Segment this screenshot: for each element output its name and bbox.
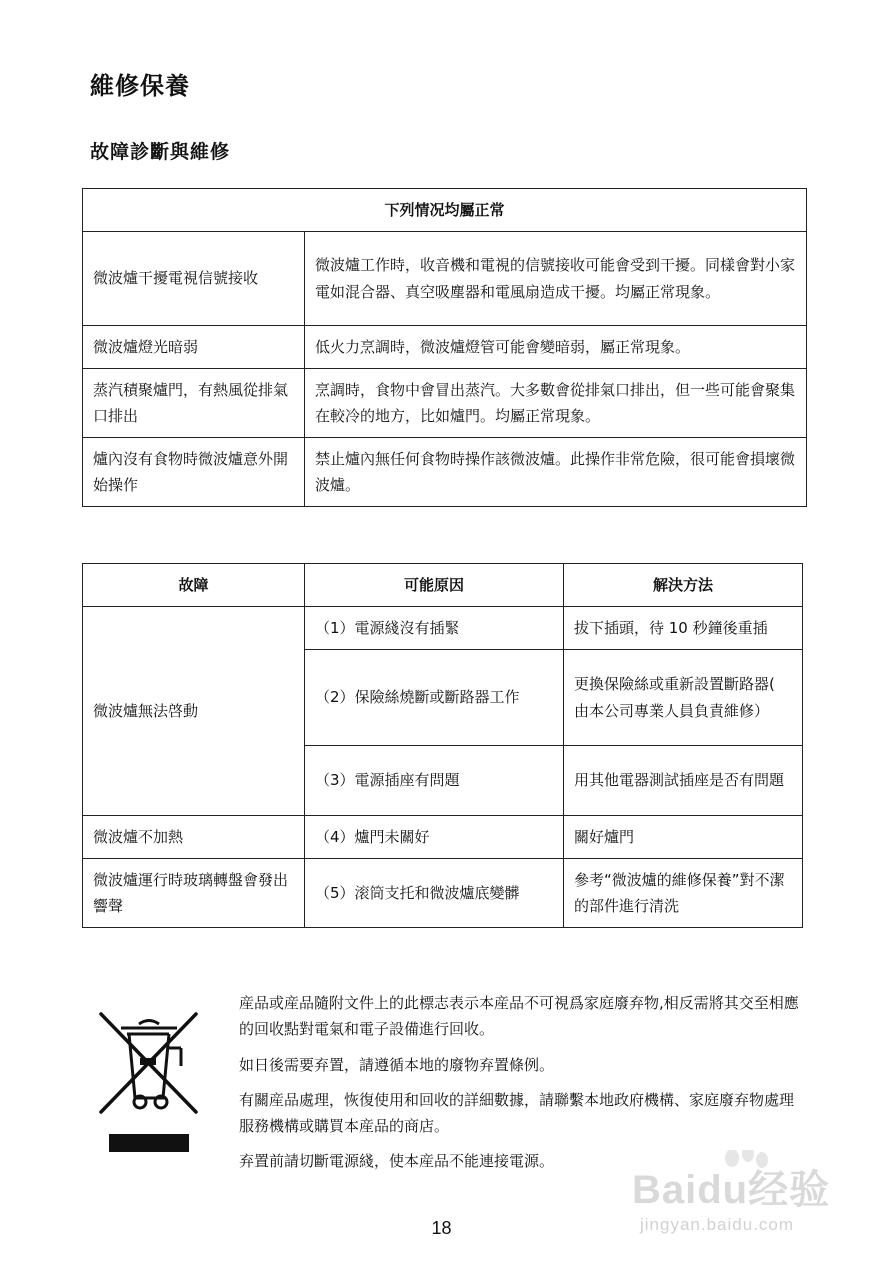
table-cell-solution: 用其他電器測試插座是否有問題: [564, 746, 803, 816]
fault-table: [82, 563, 803, 928]
table-cell-note: 低火力烹調時，微波爐燈管可能會變暗弱，屬正常現象。: [305, 326, 807, 369]
table-cell-note: 烹調時，食物中會冒出蒸汽。大多數會從排氣口排出，但一些可能會聚集在較冷的地方，比如爐門。均屬正常現象。: [305, 369, 807, 438]
table-cell-solution: 拔下插頭，待 10 秒鐘後重插: [564, 607, 803, 650]
table-cell-note: 禁止爐內無任何食物時操作該微波爐。此操作非常危險，很可能會損壞微波爐。: [305, 438, 807, 507]
section-title: 故障診斷與維修: [90, 141, 231, 163]
page-number: 18: [431, 1218, 452, 1238]
table-cell-fault: 微波爐不加熱: [83, 816, 305, 859]
disposal-note: 有關産品處理，恢復使用和回收的詳細數據，請聯繫本地政府機構、家庭廢弃物處理服務機構或購買本産品的商店。: [239, 1090, 795, 1135]
table-cell-cause: （4）爐門未關好: [305, 816, 564, 859]
table-cell-fault: 微波爐運行時玻璃轉盤會發出響聲: [83, 859, 305, 928]
table-cell-note: 微波爐工作時，收音機和電視的信號接收可能會受到干擾。同樣會對小家電如混合器、真空吸塵器和電風扇造成干擾。均屬正常現象。: [305, 232, 807, 326]
table-cell-solution: 關好爐門: [564, 816, 803, 859]
cause-header: 可能原因: [305, 564, 564, 607]
disposal-note: 産品或産品隨附文件上的此標志表示本産品不可視爲家庭廢弃物,相反需將其交至相應的回收點對電氣和電子設備進行回收。: [239, 994, 799, 1039]
table-cell-cause: （3）電源插座有問題: [305, 746, 564, 816]
disposal-note: 如日後需要弃置，請遵循本地的廢物弃置條例。: [239, 1055, 555, 1074]
watermark-sub: jingyan.baidu.com: [640, 1215, 795, 1234]
table-cell-cause: （5）滚筒支托和微波爐底變髒: [305, 859, 564, 928]
normal-conditions-table: [82, 188, 807, 507]
table-cell-cause: （2）保險絲燒斷或斷路器工作: [305, 650, 564, 746]
crossed-out-wheelie-bin-icon: [97, 1010, 200, 1160]
table-cell-symptom: 爐內沒有食物時微波爐意外開始操作: [83, 438, 305, 507]
table-cell-fault: 微波爐無法啓動: [83, 607, 305, 816]
table-cell-symptom: 蒸汽積聚爐門，有熱風從排氣口排出: [83, 369, 305, 438]
table-cell-solution: 更換保險絲或重新設置斷路器( 由本公司專業人員負責維修）: [564, 650, 803, 746]
watermark-main: Baidu经验: [632, 1168, 831, 1212]
fault-header: 故障: [83, 564, 305, 607]
table-cell-symptom: 微波爐干擾電視信號接收: [83, 232, 305, 326]
disposal-note: 弃置前請切斷電源綫，使本産品不能連接電源。: [239, 1152, 555, 1171]
page-title: 維修保養: [90, 72, 190, 100]
table-cell-cause: （1）電源綫沒有插緊: [305, 607, 564, 650]
solution-header: 解決方法: [564, 564, 803, 607]
table-cell-symptom: 微波爐燈光暗弱: [83, 326, 305, 369]
normal-table-header: 下列情况均屬正常: [83, 189, 807, 232]
table-cell-solution: 參考“微波爐的維修保養”對不潔的部件進行清洗: [564, 859, 803, 928]
